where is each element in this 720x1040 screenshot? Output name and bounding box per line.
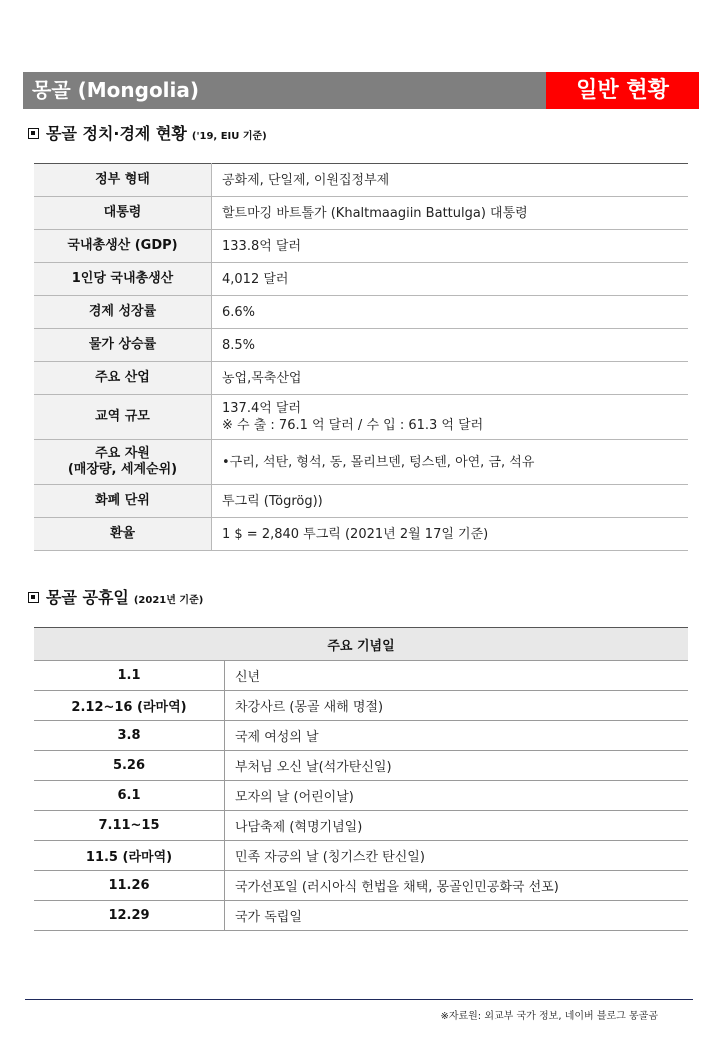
politics-table: [34, 163, 688, 551]
row-label: 주요 산업: [34, 362, 212, 395]
holidays-section-title: [28, 585, 203, 608]
title-bar: [23, 72, 699, 109]
row-value: 투그릭 (Tögrög)): [212, 485, 689, 518]
footer-source: ※자료원: 외교부 국가 정보, 네이버 블로그 몽골곰: [440, 1011, 658, 1022]
row-value: 할트마깅 바트톨가 (Khaltmaagiin Battulga) 대통령: [212, 197, 689, 230]
table-row: [34, 329, 688, 362]
country-title: 몽골 (Mongolia): [23, 72, 546, 109]
table-row: [34, 871, 688, 901]
row-label: 환율: [34, 518, 212, 551]
table-row: [34, 296, 688, 329]
table-row: [34, 661, 688, 691]
row-label: 정부 형태: [34, 164, 212, 197]
row-label: 1인당 국내총생산: [34, 263, 212, 296]
row-label: [34, 440, 212, 485]
holiday-date: 11.26: [34, 871, 225, 901]
holiday-name: 국가선포일 (러시아식 헌법을 채택, 몽골인민공화국 선포): [225, 871, 689, 901]
holiday-date: 12.29: [34, 901, 225, 931]
table-row: [34, 362, 688, 395]
holiday-name: 민족 자긍의 날 (칭기스칸 탄신일): [225, 841, 689, 871]
politics-section-title: [28, 121, 267, 144]
row-value: 농업,목축산업: [212, 362, 689, 395]
holiday-date: 7.11~15: [34, 811, 225, 841]
row-label: 경제 성장률: [34, 296, 212, 329]
holiday-date: 3.8: [34, 721, 225, 751]
row-value: [212, 395, 689, 440]
table-row: [34, 901, 688, 931]
table-row: [34, 721, 688, 751]
row-value: 6.6%: [212, 296, 689, 329]
table-row: [34, 263, 688, 296]
row-value: 133.8억 달러: [212, 230, 689, 263]
holidays-table-header: 주요 기념일: [34, 628, 688, 661]
holiday-name: 모자의 날 (어린이날): [225, 781, 689, 811]
trade-breakdown: ※ 수 출 : 76.1 억 달러 / 수 입 : 61.3 억 달러: [222, 418, 484, 433]
holidays-note: (2021년 기준): [133, 595, 204, 606]
holiday-date: 2.12~16 (라마역): [34, 691, 225, 721]
table-row: [34, 841, 688, 871]
table-row: [34, 518, 688, 551]
holiday-date: 5.26: [34, 751, 225, 781]
politics-note: ('19, EIU 기준): [191, 131, 267, 142]
politics-title-text: 몽골 정치·경제 현황: [46, 124, 187, 143]
table-row: [34, 230, 688, 263]
holidays-table: [34, 627, 688, 931]
holidays-title-text: 몽골 공휴일: [46, 588, 129, 607]
holiday-date: 1.1: [34, 661, 225, 691]
table-row: [34, 197, 688, 230]
holiday-name: 나담축제 (혁명기념일): [225, 811, 689, 841]
square-bullet-icon: [28, 128, 39, 139]
row-label: 국내총생산 (GDP): [34, 230, 212, 263]
row-value: 1 $ = 2,840 투그릭 (2021년 2월 17일 기준): [212, 518, 689, 551]
holiday-name: 차강사르 (몽골 새해 명절): [225, 691, 689, 721]
table-row: [34, 164, 688, 197]
holiday-name: 신년: [225, 661, 689, 691]
row-value: 8.5%: [212, 329, 689, 362]
holiday-name: 국제 여성의 날: [225, 721, 689, 751]
row-value: 4,012 달러: [212, 263, 689, 296]
row-label: 화폐 단위: [34, 485, 212, 518]
section-label: 일반 현황: [546, 72, 699, 109]
table-row: [34, 485, 688, 518]
table-row: [34, 751, 688, 781]
holiday-name: 부처님 오신 날(석가탄신일): [225, 751, 689, 781]
resource-sublabel: (매장량, 세계순위): [67, 462, 178, 477]
holiday-name: 국가 독립일: [225, 901, 689, 931]
table-row: [34, 395, 688, 440]
holiday-date: 11.5 (라마역): [34, 841, 225, 871]
trade-total: 137.4억 달러: [222, 401, 302, 416]
holiday-date: 6.1: [34, 781, 225, 811]
row-value: 공화제, 단일제, 이원집정부제: [212, 164, 689, 197]
row-label: 교역 규모: [34, 395, 212, 440]
table-row: [34, 811, 688, 841]
row-value: •구리, 석탄, 형석, 동, 몰리브덴, 텅스텐, 아연, 금, 석유: [212, 440, 689, 485]
table-row: [34, 781, 688, 811]
table-row: [34, 691, 688, 721]
table-row: [34, 440, 688, 485]
row-label: 대통령: [34, 197, 212, 230]
table-header-row: [34, 628, 688, 661]
resource-label: 주요 자원: [95, 446, 150, 461]
footer-divider: [25, 999, 693, 1000]
square-bullet-icon: [28, 592, 39, 603]
row-label: 물가 상승률: [34, 329, 212, 362]
